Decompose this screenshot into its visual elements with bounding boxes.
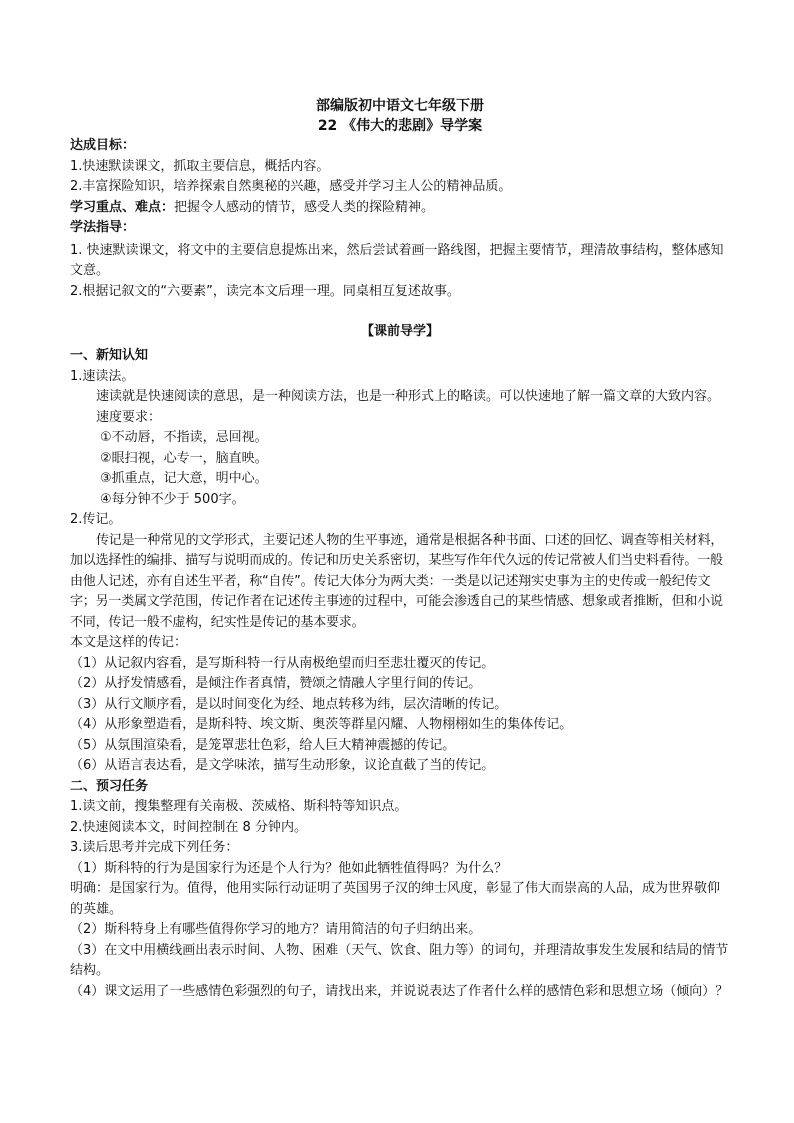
speed-req-item: ③抓重点，记大意，明中心。 xyxy=(100,471,268,486)
goals-heading: 达成目标： xyxy=(70,138,136,153)
part1-heading: 一、新知认知 xyxy=(70,348,149,363)
document-subtitle: 22 《伟大的悲剧》导学案 xyxy=(317,118,483,134)
bio-item: （3）从行文顺序看，是以时间变化为经、地点转移为纬，层次清晰的传记。 xyxy=(70,696,508,712)
bio-heading: 2.传记。 xyxy=(70,512,122,527)
question-4: （4）课文运用了一些感情色彩强烈的句子，请找出来，并说说表达了作者什么样的感情色彩和思想立场（倾向）？ xyxy=(70,983,729,999)
bio-item: （6）从语言表达看，是文学味浓，描写生动形象，议论直截了当的传记。 xyxy=(70,758,495,773)
focus-line xyxy=(70,198,730,219)
answer-1: 明确：是国家行为。值得，他用实际行动证明了英国男子汉的绅士风度，彰显了伟大而崇高的人品，成为世界敬仰的英雄。 xyxy=(70,881,721,917)
speed-req-item: ④每分钟不少于 500字。 xyxy=(100,491,245,507)
bio-item: （4）从形象塑造看，是斯科特、埃文斯、奥茨等群星闪耀、人物栩栩如生的集体传记。 xyxy=(70,717,573,732)
question-1: （1）斯科特的行为是国家行为还是个人行为？他如此牺牲值得吗？为什么？ xyxy=(70,860,508,876)
speed-req-label: 速度要求： xyxy=(96,409,162,425)
bio-item: （2）从抒发情感看，是倾注作者真情，赞颂之情融人字里行间的传记。 xyxy=(70,676,482,691)
task-item: 1.读文前，搜集整理有关南极、茨威格、斯科特等知识点。 xyxy=(70,799,408,814)
part2-heading: 二、预习任务 xyxy=(70,778,149,794)
guide-item: 1. 快速默读课文，将文中的主要信息提炼出来，然后尝试着画一路线图，把握主要情节，理清故事结构，整体感知文意。 xyxy=(70,242,724,278)
speed-req-item: ①不动唇，不指读，忌回视。 xyxy=(100,430,268,445)
bio-this-text: 本文是这样的传记： xyxy=(70,635,188,650)
bio-item: （5）从氛围渲染看，是笼罩悲壮色彩，给人巨大精神震撼的传记。 xyxy=(70,737,456,753)
goal-item: 1.快速默读课文，抓取主要信息，概括内容。 xyxy=(70,158,330,174)
bio-item: （1）从记叙内容看，是写斯科特一行从南极绝望而归至悲壮覆灭的传记。 xyxy=(70,655,495,671)
goal-item: 2.丰富探险知识，培养探索自然奥秘的兴趣，感受并学习主人公的精神品质。 xyxy=(70,179,512,194)
bio-paragraph: 传记是一种常见的文学形式，主要记述人物的生平事迹，通常是根据各种书面、口述的回忆、调查等相关材料，加以选择性的编排、描写与说明而成的。传记和历史关系密切，某些写作年代久远的传记常被人们当史料看待。一般由他人记述，亦有自述生平者，称“自传”。传记大体分为两大类：一类是以记述翔实史事为主的史传或一般纪传文字；另一类属文学范围，传记作者在记述传主事迹的过程中，可能会渗透自己的某些情感、想象或者推断，但和小说不同，传记一般不虚构，纪实性是传记的基本要求。 xyxy=(70,532,724,630)
guide-heading: 学法指导： xyxy=(70,220,136,235)
question-3: （3）在文中用横线画出表示时间、人物、困难（天气、饮食、阻力等）的词句，并理清故事发生发展和结局的情节结构。 xyxy=(70,942,729,978)
speed-req-item: ②眼扫视，心专一，脑直映。 xyxy=(100,450,268,466)
task-item: 2.快速阅读本文，时间控制在 8 分钟内。 xyxy=(70,819,307,835)
focus-label: 学习重点、难点： xyxy=(70,199,175,215)
section-title: 【课前导学】 xyxy=(360,324,439,339)
focus-text: 把握令人感动的情节，感受人类的探险精神。 xyxy=(174,199,435,215)
speed-paragraph: 速读就是快速阅读的意思，是一种阅读方法，也是一种形式上的略读。可以快速地了解一篇文章的大致内容。 xyxy=(96,389,721,404)
guide-item: 2.根据记叙文的“六要素”，读完本文后理一理。同桌相互复述故事。 xyxy=(70,283,460,299)
question-2: （2）斯科特身上有哪些值得你学习的地方？请用简洁的句子归纳出来。 xyxy=(70,922,482,937)
speed-heading: 1.速读法。 xyxy=(70,368,135,384)
document-title: 部编版初中语文七年级下册 xyxy=(316,98,484,114)
document-page xyxy=(70,96,730,1002)
task-item: 3.读后思考并完成下列任务： xyxy=(70,840,239,855)
